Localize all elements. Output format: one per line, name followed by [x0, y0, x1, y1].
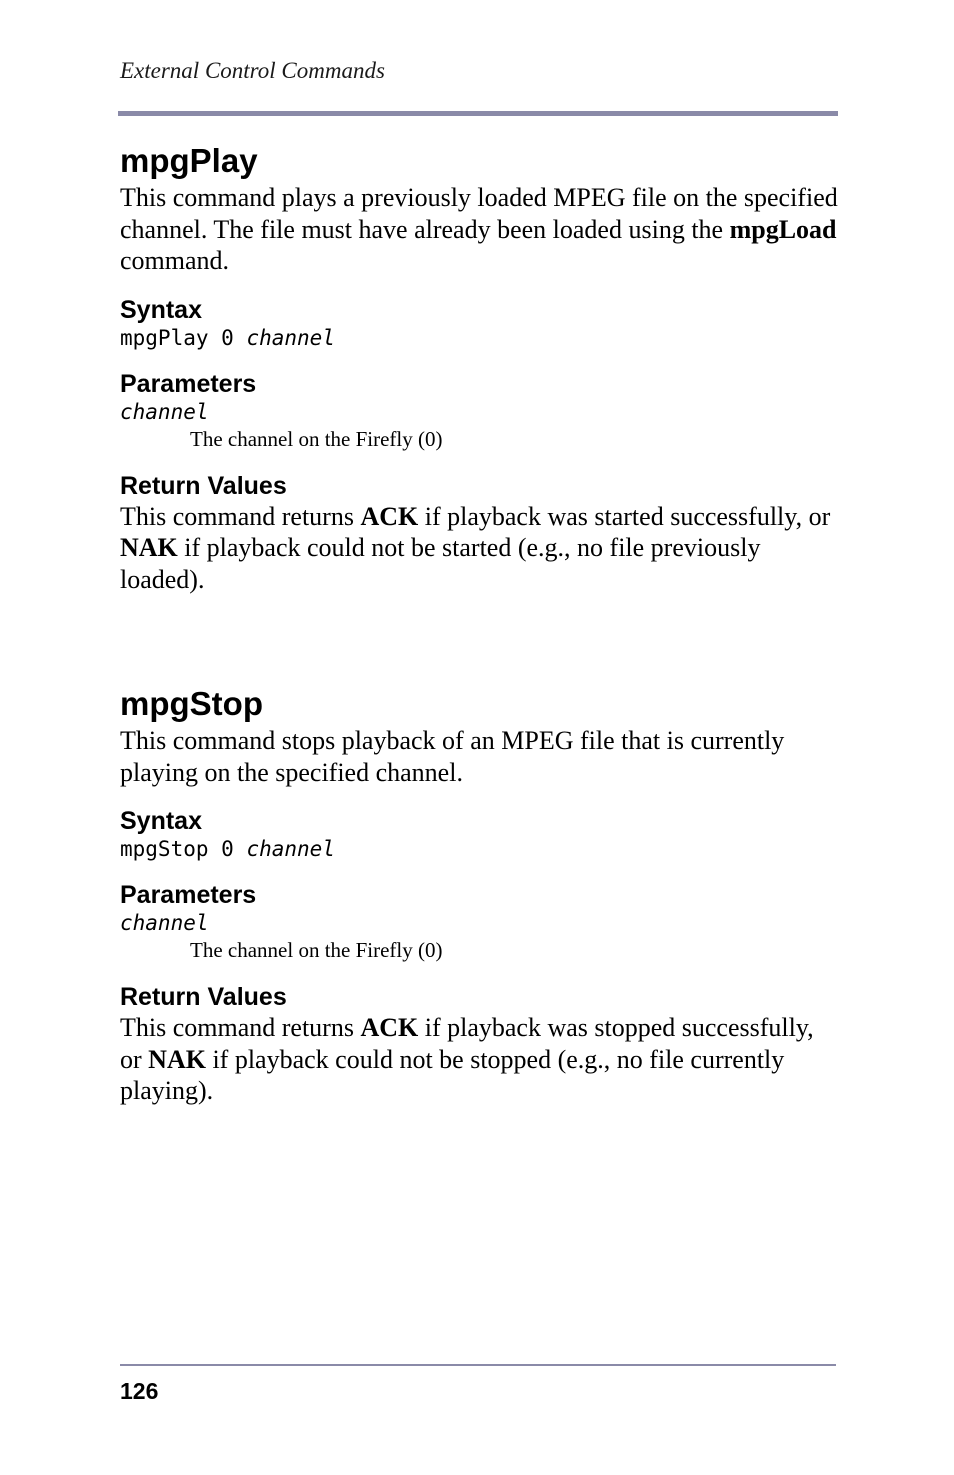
ack-keyword: ACK: [360, 1013, 419, 1042]
return-text-1: This command returns: [120, 1013, 361, 1042]
section-intro: This command stops playback of an MPEG file that is currently playing on the specified channel.: [120, 726, 785, 787]
parameters-heading: Parameters: [120, 881, 257, 909]
return-text-1: This command returns: [120, 501, 361, 531]
section-mpgstop: [120, 683, 840, 1107]
parameter-description: The channel on the Firefly (0): [190, 426, 443, 451]
running-header: External Control Commands: [120, 58, 385, 83]
section-title: mpgPlay: [120, 142, 258, 179]
syntax-heading: Syntax: [120, 807, 202, 835]
section-title: mpgStop: [120, 685, 263, 722]
return-values-text: [120, 1012, 840, 1107]
section-intro: [120, 182, 840, 277]
nak-keyword: NAK: [148, 1044, 206, 1074]
parameter-description: The channel on the Firefly (0): [190, 938, 443, 962]
section-mpgplay: [120, 140, 840, 595]
ack-keyword: ACK: [360, 501, 419, 531]
header-rule: [118, 111, 838, 116]
syntax-arg: channel: [246, 325, 335, 350]
page-number: 126: [120, 1378, 159, 1404]
return-text-3: if playback could not be started (e.g., no file previously loaded).: [120, 533, 761, 594]
return-text-3: if playback could not be stopped (e.g., no file currently playing).: [120, 1044, 785, 1105]
footer-rule: [120, 1364, 836, 1366]
return-text-2: if playback was started successfully, or: [418, 501, 831, 531]
return-values-heading: Return Values: [120, 983, 287, 1011]
syntax-line: [120, 836, 840, 862]
parameters-heading: Parameters: [120, 369, 257, 398]
syntax-line: [120, 325, 840, 351]
return-text-2: if playback was stopped successfully, or: [120, 1013, 814, 1074]
return-values-text: [120, 501, 840, 596]
syntax-arg: channel: [246, 837, 335, 861]
syntax-heading: Syntax: [120, 295, 202, 324]
intro-text-end: command.: [120, 246, 230, 275]
return-values-heading: Return Values: [120, 471, 287, 500]
parameter-name: channel: [120, 911, 209, 935]
syntax-command: mpgStop 0: [120, 837, 247, 861]
parameter-name: channel: [120, 399, 209, 424]
nak-keyword: NAK: [120, 533, 178, 562]
intro-command-ref: mpgLoad: [729, 214, 837, 244]
intro-text: This command plays a previously loaded MPEG file on the specified channel. The file must have already been loaded using the: [120, 183, 838, 244]
syntax-command: mpgPlay 0: [120, 325, 247, 350]
